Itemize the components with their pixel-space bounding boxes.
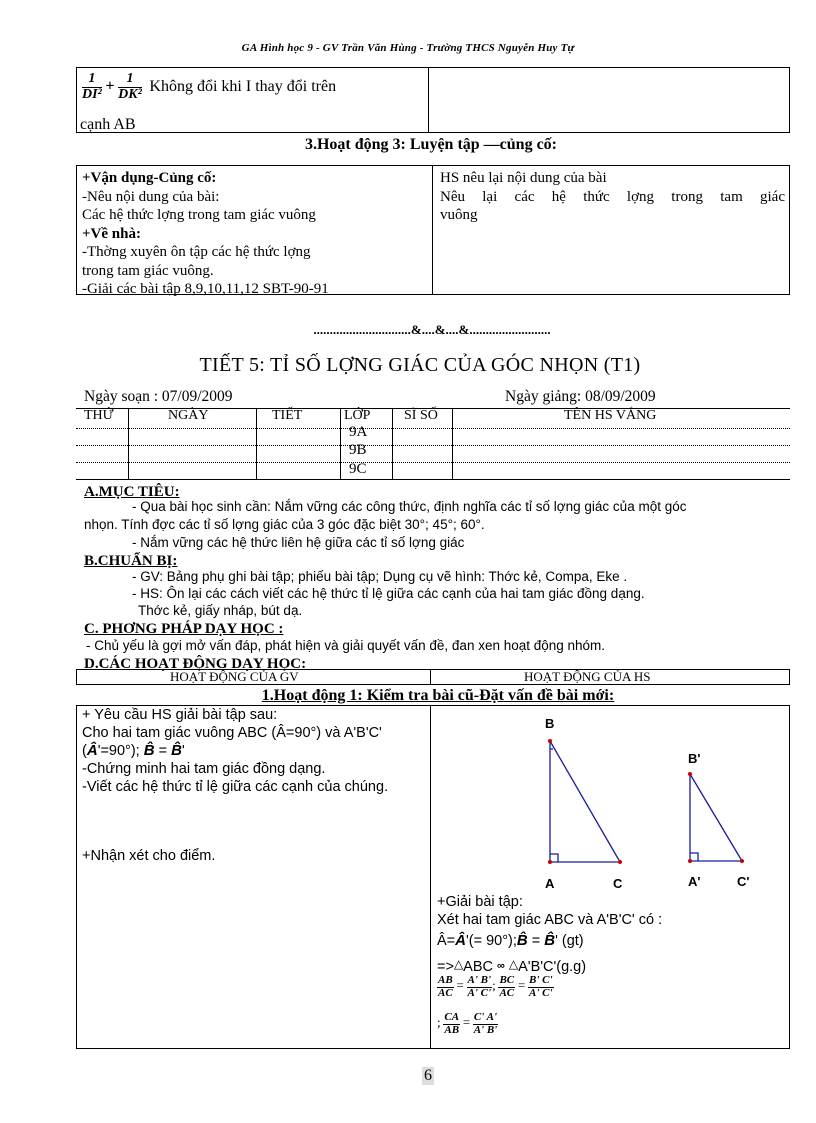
hs-solution-line2: Xét hai tam giác ABC và A'B'C' có : [437,912,663,928]
attendance-class-9b: 9B [349,442,367,458]
attendance-header-tiet: TIẾT [272,408,303,423]
col-gv-header: HOẠT ĐỘNG CỦA GV [170,669,299,684]
activity3-title: 3.Hoạt động 3: Luyện tập —củng cố: [304,136,558,153]
lesson-title: TIẾT 5: TỈ SỐ LỢNG GIÁC CỦA GÓC NHỌN (T1) [199,354,641,376]
attendance-class-9c: 9C [349,461,367,477]
activity1-title: 1.Hoạt động 1: Kiểm tra bài cũ-Đặt vấn đề bài mới: [261,687,615,704]
section-separator: ..............................&....&....&......................... [313,322,551,337]
objectives-line1: - Qua bài học sinh cần: Nắm vững các công thức, định nghĩa các tỉ số lợng giác của một góc [132,499,687,514]
attendance-header-vang: TÊN HS VẮNG [564,408,657,423]
triangles-figure [432,708,788,894]
preparation-heading: B.CHUẨN BỊ: [84,553,178,569]
page-number: 6 [424,1067,432,1084]
label-a-prime: A' [688,874,701,889]
point-c [618,860,622,864]
running-header: GA Hình học 9 - GV Trần Văn Hùng - Trường THCS Nguyễn Huy Tự [241,42,575,54]
attendance-header-ngay: NGÀY [168,408,209,423]
top-table-text2: cạnh AB [80,116,136,133]
preparation-line3: Thớc kẻ, giấy nháp, bút dạ. [138,603,303,618]
label-c-prime: C' [737,874,750,889]
triangle-abc [550,741,620,862]
hs-solution-heading: +Giải bài tập: [437,894,523,910]
point-b [548,739,552,743]
label-a: A [545,876,555,891]
methods-line1: - Chủ yếu là gợi mở vấn đáp, phát hiện và giải quyết vấn đề, đan xen hoạt động nhóm. [86,638,606,653]
methods-heading: C. PHƠNG PHÁP DẠY HỌC : [84,621,284,637]
label-b: B [545,716,555,731]
hs-solution-line3: Â=Â'(= 90°);B̂ = B̂' (gt) [437,932,584,949]
attendance-header-siso: SĨ SỐ [404,408,438,423]
attendance-header-lop: LỚP [344,408,371,423]
attendance-class-9a: 9A [349,424,368,440]
preparation-line1: - GV: Bảng phụ ghi bài tập; phiếu bài tập; Dụng cụ vẽ hình: Thớc kẻ, Compa, Eke . [132,569,628,584]
hs-ratio-line2: ; $\frac{CA}{AB}$ = $\frac{C' A'}{A' B'}$ [437,1011,498,1036]
gv-content: + Yêu cầu HS giải bài tập sau: Cho hai tam giác vuông ABC (Â=90°) và A'B'C' (Â'=90°); B̂ = B̂' -Chứng minh hai tam giác đồng dạng. -Viết các hệ thức tỉ lệ giữa các cạnh của chúng. [82,707,389,795]
objectives-heading: A.MỤC TIÊU: [84,484,180,500]
hs-ratio-line1: $\frac{AB}{AC}$ = $\frac{A' B'}{A' C'}$ ; $\frac{BC}{AC}$ = $\frac{B' C'}{A' C'}$ [438,974,553,999]
objectives-line2: nhọn. Tính đợc các tỉ số lợng giác của 3 góc đặc biệt 30°; 45°; 60°. [84,517,485,532]
point-a [548,860,552,864]
activities-heading: D.CÁC HOẠT ĐỘNG DẠY HỌC: [84,656,307,672]
label-b-prime: B' [688,751,701,766]
date-taught: Ngày giảng: 08/09/2009 [505,388,656,405]
hs-solution-line4: =>△ABC ∞ △A'B'C'(g.g) [437,957,587,975]
point-c-prime [740,859,744,863]
triangle-abc-prime [690,774,742,861]
point-b-prime [688,772,692,776]
objectives-line3: - Nắm vững các hệ thức liên hệ giữa các tỉ số lợng giác [132,535,465,550]
preparation-line2: - HS: Ôn lại các cách viết các hệ thức tỉ lệ giữa các cạnh của hai tam giác đồng dạng. [132,586,645,601]
label-c: C [613,876,623,891]
activity3-right: HS nêu lại nội dung của bài Nêu lại các hệ thức lợng trong tam giác vuông [440,170,785,223]
date-prepared: Ngày soạn : 07/09/2009 [84,388,233,405]
gv-remark: +Nhận xét cho điểm. [82,848,216,864]
activity3-left: +Vận dụng-Củng cố: -Nêu nội dung của bài: Các hệ thức lợng trong tam giác vuông +Về nhà: -Thờng xuyên ôn tập các hệ thức lợng trong tam giác vuông. -Giải các bài tập 8,9,10,11,12 SBT-90-91 [82,170,329,297]
top-table-formula: $\frac{1}{\text{DI²}}$ + $\frac{1}{\text{DK²}}$ Không đổi khi I thay đổi trên [82,71,337,102]
col-hs-header: HOẠT ĐỘNG CỦA HS [524,669,651,684]
point-a-prime [688,859,692,863]
attendance-header-thu: THỨ [84,408,114,423]
